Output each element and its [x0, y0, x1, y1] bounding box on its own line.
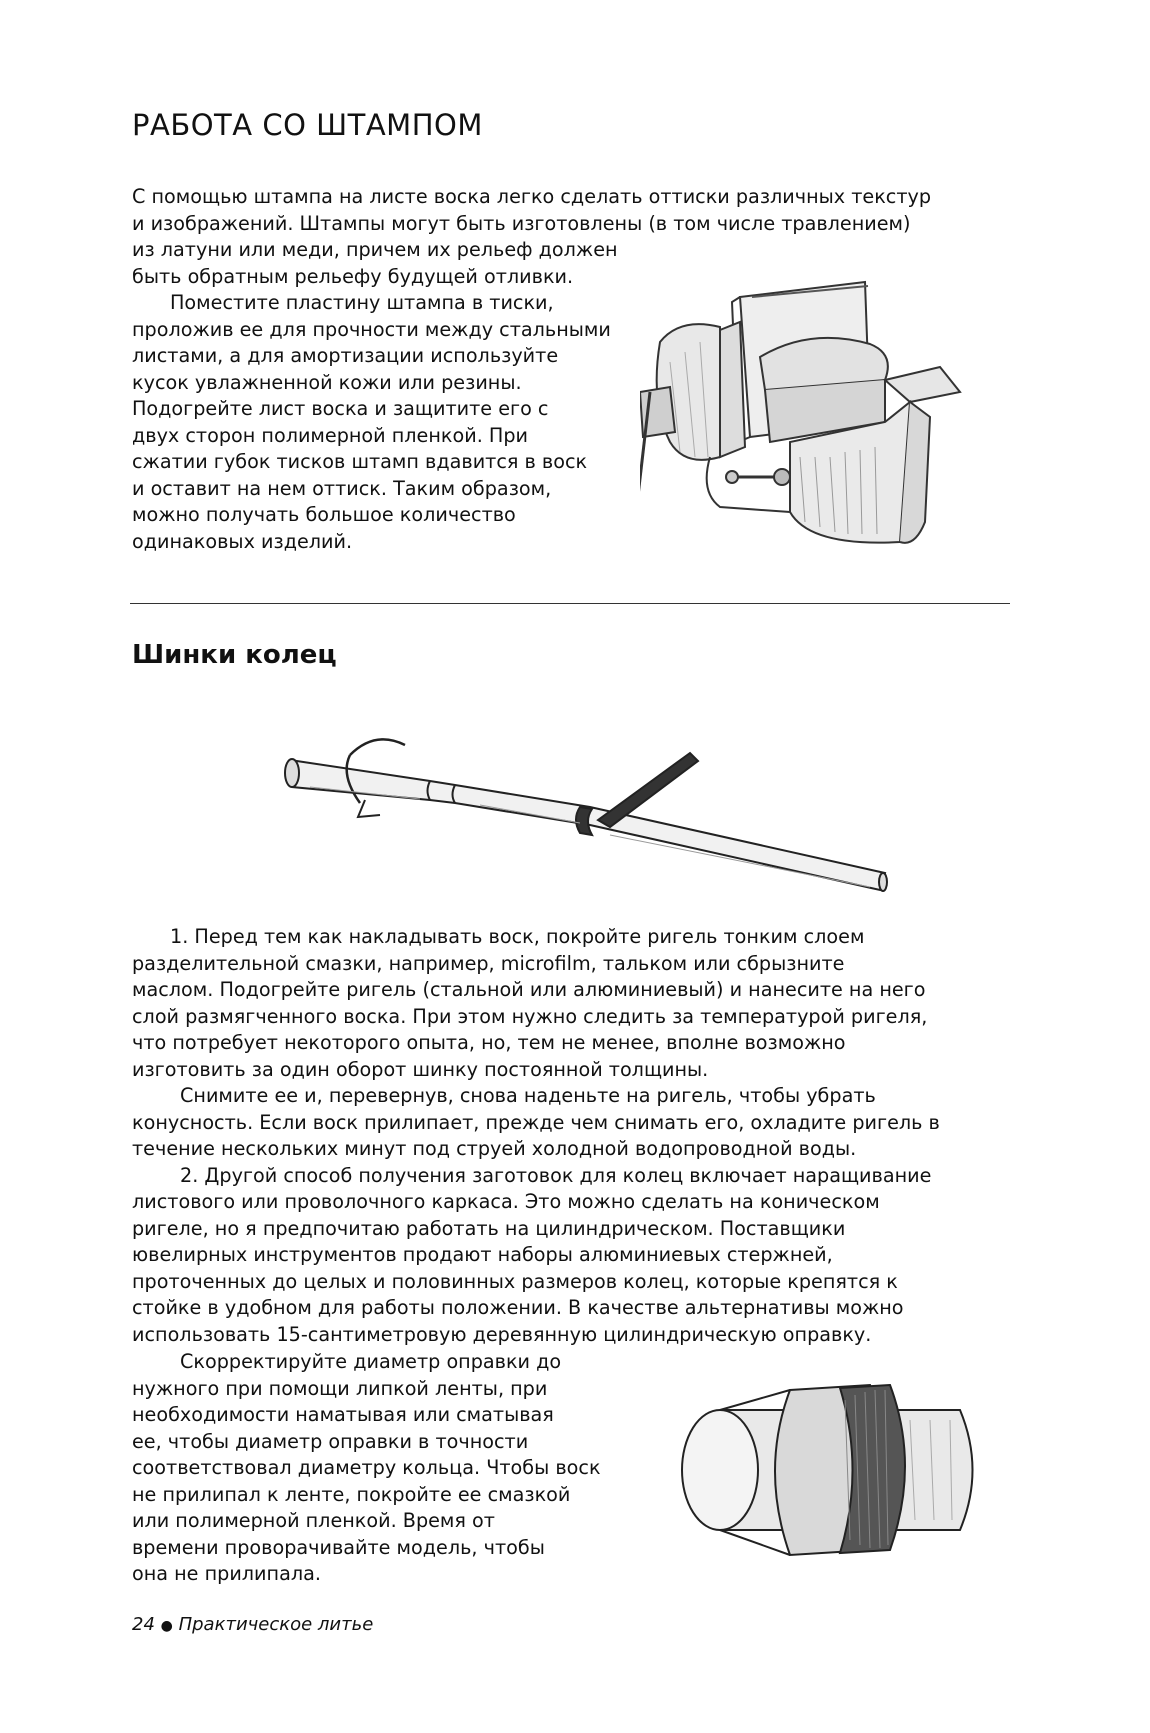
text-line: листового или проволочного каркаса. Это можно сделать на коническом	[132, 1190, 880, 1213]
wrap-paragraph	[132, 1349, 601, 1588]
page-number: 24	[132, 1614, 155, 1635]
text-line: и оставит на нем оттиск. Таким образом,	[132, 476, 552, 500]
text-line: не прилипал к ленте, покройте ее смазкой	[132, 1482, 571, 1506]
text-line: Снимите ее и, перевернув, снова наденьте на ригель, чтобы убрать	[180, 1084, 876, 1107]
text-line: использовать 15-сантиметровую деревянную цилиндрическую оправку.	[132, 1322, 872, 1346]
text-line: ювелирных инструментов продают наборы алюминиевых стержней,	[132, 1243, 833, 1266]
text-line: быть обратным рельефу будущей отливки.	[132, 264, 574, 288]
text-line: сжатии губок тисков штамп вдавится в воск	[132, 450, 588, 473]
text-line: Поместите пластину штампа в тиски,	[170, 291, 554, 314]
text-line: стойке в удобном для работы положении. В качестве альтернативы можно	[132, 1296, 904, 1319]
text-line: С помощью штампа на листе воска легко сделать оттиски различных текстур	[132, 185, 932, 208]
book-title: Практическое литье	[178, 1614, 374, 1635]
text-line: маслом. Подогрейте ригель (стальной или алюминиевый) и нанесите на него	[132, 978, 926, 1001]
section-title-stamp: РАБОТА СО ШТАМПОМ	[132, 108, 483, 142]
mandrel-illustration	[280, 715, 910, 915]
text-line: проложив ее для прочности между стальными	[132, 317, 611, 341]
ring-shank-paragraph	[132, 924, 940, 1348]
text-line: и изображений. Штампы могут быть изготовлены (в том числе травлением)	[132, 211, 911, 235]
footer-bullet: ●	[160, 1618, 173, 1634]
text-line: Скорректируйте диаметр оправки до	[180, 1350, 562, 1373]
text-line: течение нескольких минут под струей холодной водопроводной воды.	[132, 1137, 857, 1160]
text-line: необходимости наматывая или сматывая	[132, 1403, 554, 1426]
text-line: соответствовал диаметру кольца. Чтобы воск	[132, 1456, 601, 1479]
vise-illustration	[640, 272, 1000, 562]
text-line: листами, а для амортизации используйте	[132, 344, 559, 367]
text-line: что потребует некоторого опыта, но, тем не менее, вполне возможно	[132, 1031, 846, 1054]
text-line: двух сторон полимерной пленкой. При	[132, 423, 528, 447]
text-line: разделительной смазки, например, microfilm, тальком или сбрызните	[132, 951, 845, 975]
text-line: проточенных до целых и половинных размеров колец, которые крепятся к	[132, 1269, 898, 1293]
text-line: из латуни или меди, причем их рельеф должен	[132, 238, 618, 261]
section-divider	[130, 603, 1010, 604]
text-line: слой размягченного воска. При этом нужно следить за температурой ригеля,	[132, 1004, 928, 1028]
text-line: или полимерной пленкой. Время от	[132, 1509, 495, 1532]
text-line: 1. Перед тем как накладывать воск, покройте ригель тонким слоем	[170, 925, 865, 948]
text-line: Подогрейте лист воска и защитите его с	[132, 397, 549, 420]
text-line: 2. Другой способ получения заготовок для колец включает наращивание	[180, 1163, 932, 1187]
text-line: нужного при помощи липкой ленты, при	[132, 1376, 548, 1400]
section-title-ring-shanks: Шинки колец	[132, 640, 337, 670]
page-footer	[132, 1614, 373, 1635]
text-line: ригеле, но я предпочитаю работать на цилиндрическом. Поставщики	[132, 1216, 846, 1240]
text-line: конусность. Если воск прилипает, прежде чем снимать его, охладите ригель в	[132, 1110, 940, 1134]
text-line: ее, чтобы диаметр оправки в точности	[132, 1429, 529, 1453]
text-line: можно получать большое количество	[132, 503, 516, 526]
text-line: изготовить за один оборот шинку постоянной толщины.	[132, 1057, 709, 1081]
text-line: она не прилипала.	[132, 1562, 321, 1585]
text-line: кусок увлажненной кожи или резины.	[132, 370, 522, 394]
text-line: одинаковых изделий.	[132, 529, 353, 553]
text-line: времени проворачивайте модель, чтобы	[132, 1535, 545, 1559]
cylinder-ring-illustration	[660, 1370, 1000, 1570]
